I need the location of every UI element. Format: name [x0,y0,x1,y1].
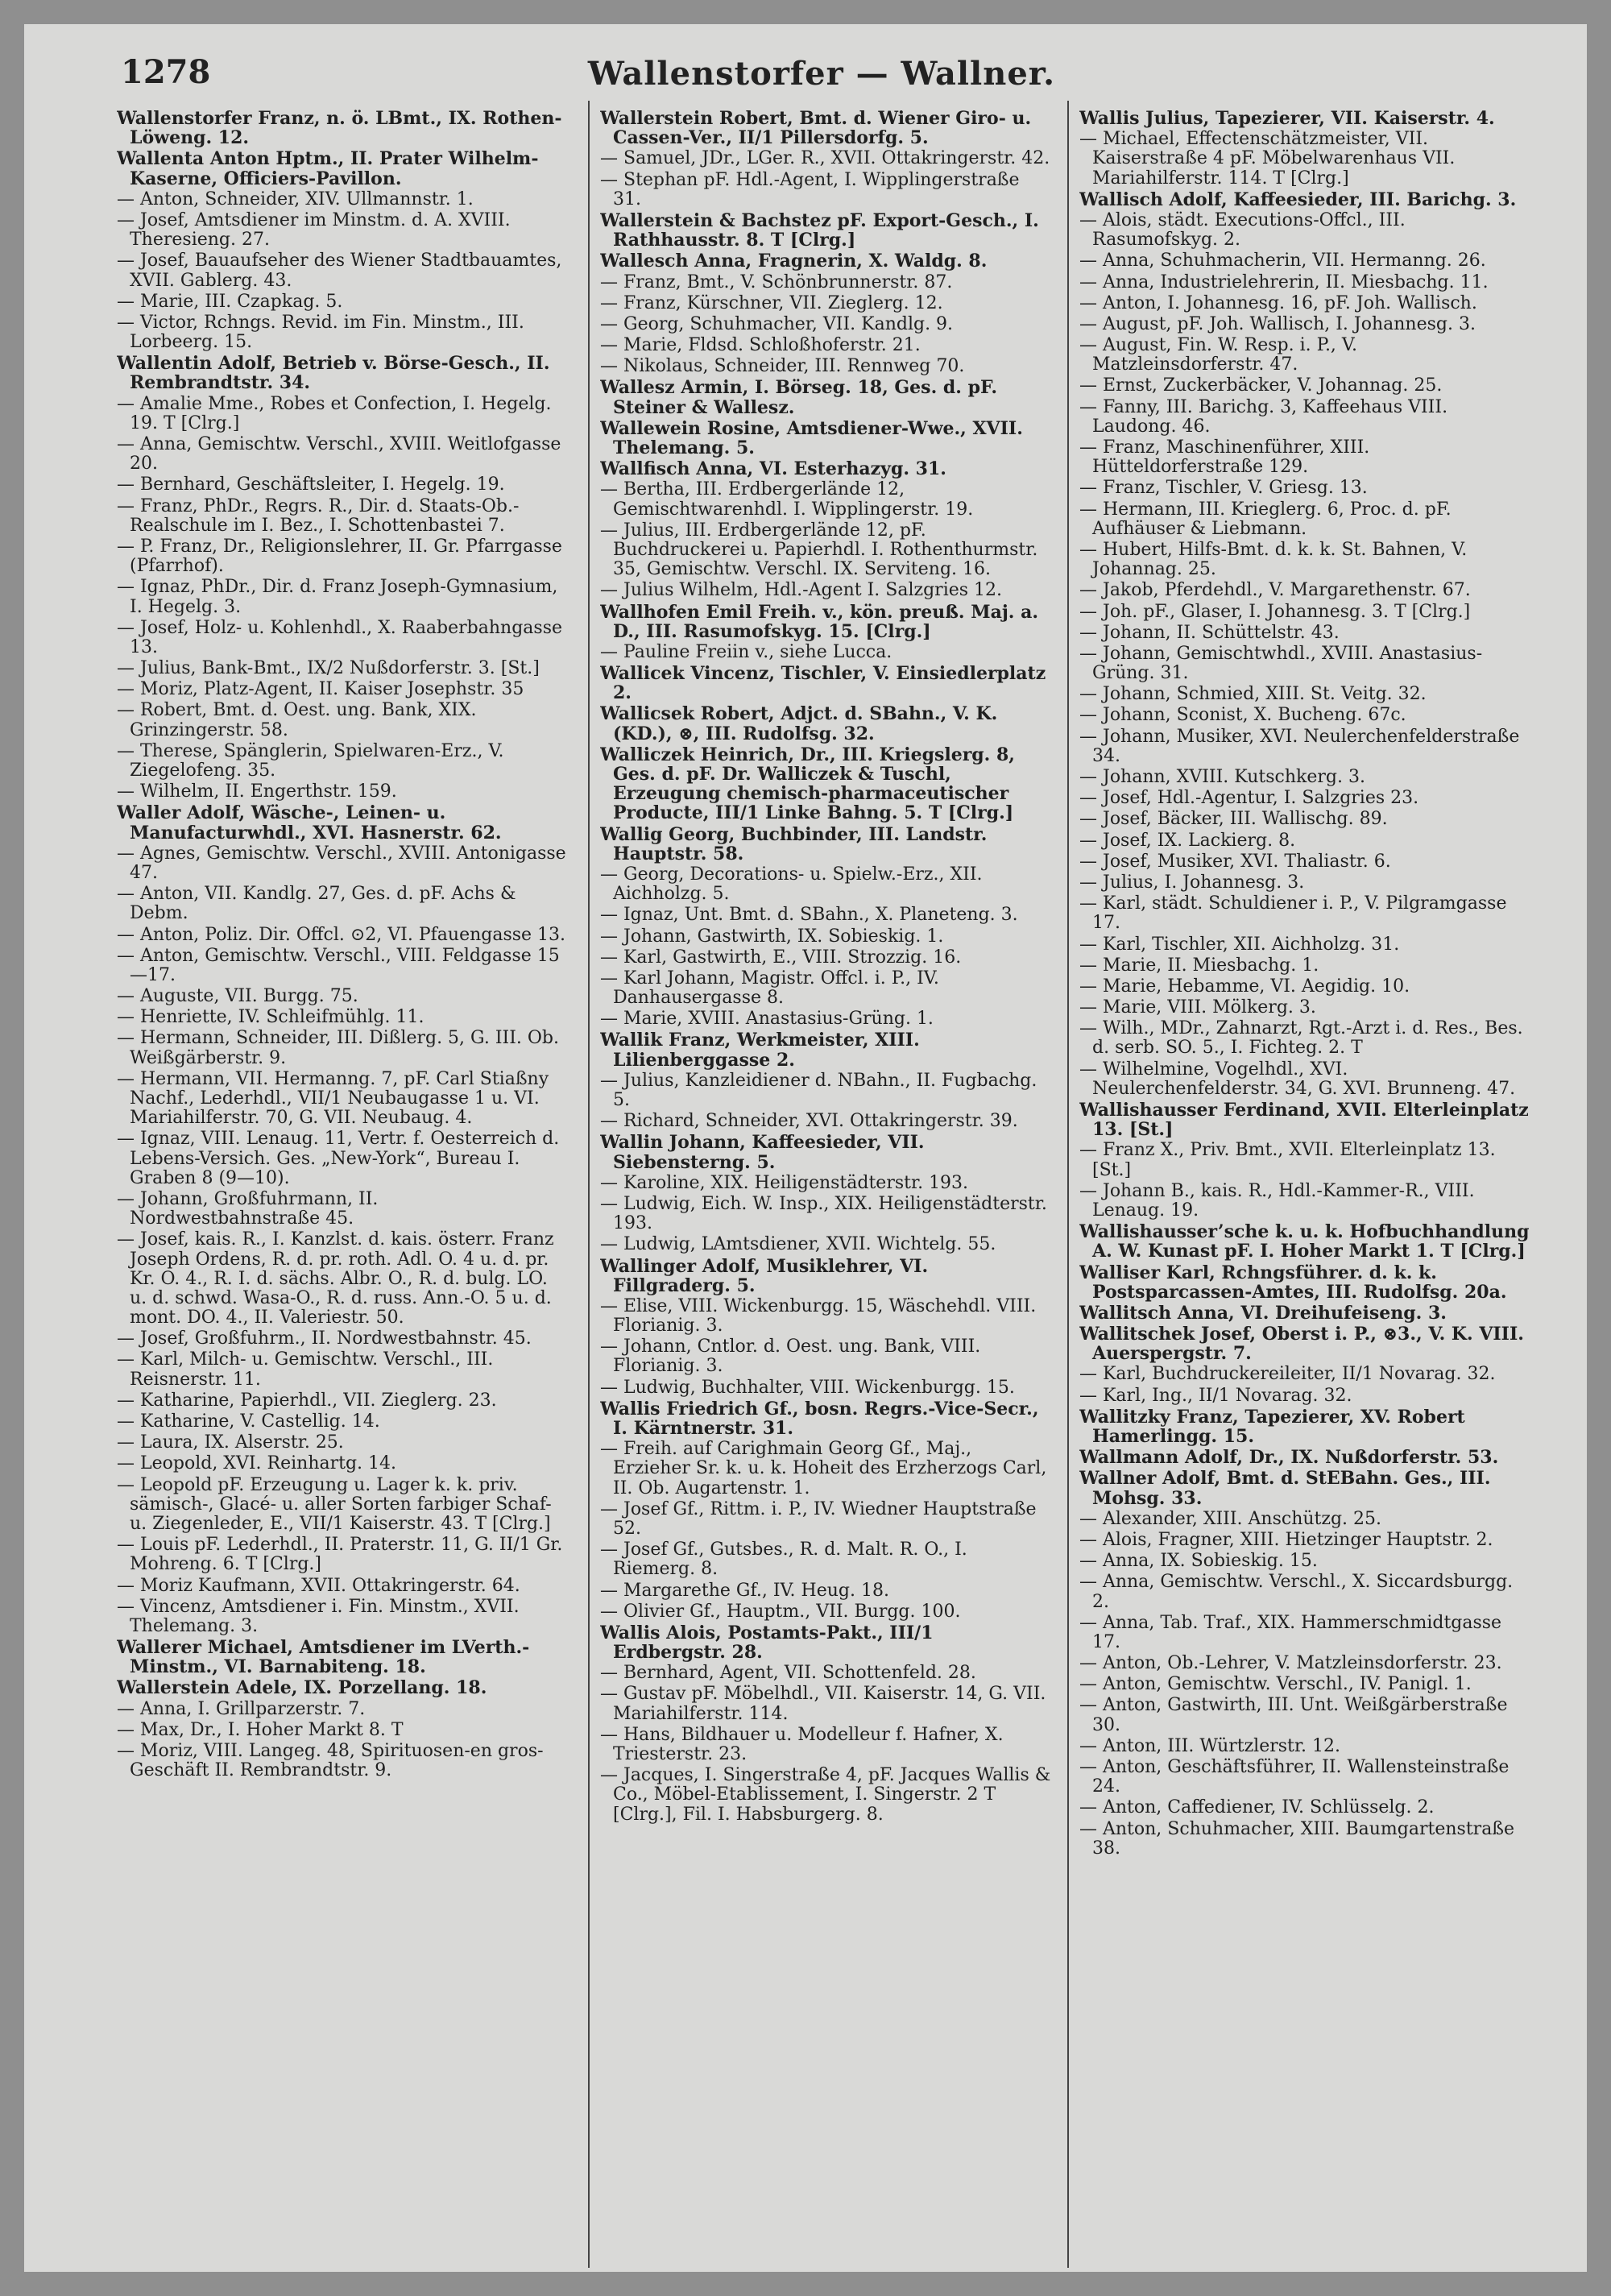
directory-entry: — Jacques, I. Singerstraße 4, pF. Jacques Wallis & Co., Möbel-Etablissement, I. Singerstr. 2 T [Clrg.], Fil. I. Habsburgerg. 8. [600,1765,1051,1825]
directory-entry: Wallesch Anna, Fragnerin, X. Waldg. 8. [600,251,988,272]
directory-entry: — Hubert, Hilfs-Bmt. d. k. k. St. Bahnen, V. Johannag. 25. [1079,539,1468,580]
directory-entry: — Wilhelmine, Vogelhdl., XVI. Neulerchenfelderstr. 34, G. XVI. Brunneng. 47. [1079,1059,1516,1099]
directory-entry: Wallis Julius, Tapezierer, VII. Kaiserstr. 4. [1079,109,1495,129]
directory-entry: — Stephan pF. Hdl.-Agent, I. Wipplingerstraße 31. [600,169,1020,209]
column-rule [588,101,590,2268]
directory-entry: — Wilhelm, II. Engerthstr. 159. [117,781,397,802]
directory-entry: — Ludwig, Eich. W. Insp., XIX. Heiligenstädterstr. 193. [600,1193,1047,1234]
directory-entry: Wallik Franz, Werkmeister, XIII. Lilienberggasse 2. [600,1030,920,1071]
directory-entry: — Josef, Hdl.-Agentur, I. Salzgries 23. [1079,788,1419,809]
directory-entry: — Moriz, Platz-Agent, II. Kaiser Josephstr. 35 [117,679,524,700]
directory-entry: — Elise, VIII. Wickenburgg. 15, Wäschehdl. VIII. Florianig. 3. [600,1295,1037,1337]
directory-entry: — Johann, XVIII. Kutschkerg. 3. [1079,767,1365,787]
directory-entry: — Victor, Rchngs. Revid. im Fin. Minstm., III. Lorbeerg. 15. [117,312,524,353]
directory-entry: — Alois, Fragner, XIII. Hietzinger Hauptstr. 2. [1079,1529,1493,1550]
directory-entry: Wallicsek Robert, Adjct. d. SBahn., V. K. (KD.), ⊗, III. Rudolfsg. 32. [600,703,998,744]
directory-entry: — Josef, IX. Lackierg. 8. [1079,830,1296,851]
directory-entry: — Max, Dr., I. Hoher Markt 8. T [117,1719,404,1740]
directory-entry: Wallicek Vincenz, Tischler, V. Einsiedlerplatz 2. [600,663,1046,704]
directory-column-2 [600,109,1051,2268]
page-header [89,39,1555,119]
directory-entry: Wallmann Adolf, Dr., IX. Nußdorferstr. 53. [1079,1447,1499,1469]
directory-entry: Wallin Johann, Kaffeesieder, VII. Siebensterng. 5. [600,1132,925,1173]
directory-entry: Wallisch Adolf, Kaffeesieder, III. Barichg. 3. [1079,189,1517,210]
directory-entry: — Karl, Tischler, XII. Aichholzg. 31. [1079,934,1400,955]
directory-entry: — Karl Johann, Magistr. Offcl. i. P., IV. Danhausergasse 8. [600,968,939,1009]
directory-entry: — Julius, III. Erdbergerlände 12, pF. Buchdruckerei u. Papierhdl. I. Rothenthurmstr. 35, Gemischtw. Verschl. IX. Serviteng. 16. [600,520,1038,580]
directory-entry: — Marie, II. Miesbachg. 1. [1079,955,1319,976]
directory-entry: — Anton, Gastwirth, III. Unt. Weißgärberstraße 30. [1079,1695,1508,1735]
directory-entry: — Margarethe Gf., IV. Heug. 18. [600,1580,889,1601]
directory-entry: Wallesz Armin, I. Börseg. 18, Ges. d. pF. Steiner & Wallesz. [600,377,998,418]
directory-entry: — Josef, kais. R., I. Kanzlst. d. kais. österr. Franz Joseph Ordens, R. d. pr. roth. Adl. O. 4 u. d. pr. Kr. O. 4., R. I. d. sächs. Albr. O., R. d. bulg. LO. u. d. schwd. Wasa-O., R. d. russ. Ann.-O. 5 u. d. mont. DO. 4., II. Valeriestr. 50. [117,1229,554,1328]
directory-entry: Walliczek Heinrich, Dr., III. Kriegslerg. 8, Ges. d. pF. Dr. Walliczek & Tuschl, Erzeugung chemisch-pharmaceutischer Producte, III/1 Linke Bahng. 5. T [Clrg.] [600,744,1015,824]
directory-entry: — Henriette, IV. Schleifmühlg. 11. [117,1007,424,1028]
directory-entry: — Nikolaus, Schneider, III. Rennweg 70. [600,356,965,377]
directory-entry: — Auguste, VII. Burgg. 75. [117,986,358,1007]
directory-entry: — August, Fin. W. Resp. i. P., V. Matzleinsdorferstr. 47. [1079,335,1357,375]
directory-entry: — Julius, Kanzleidiener d. NBahn., II. Fugbachg. 5. [600,1070,1037,1110]
directory-entry: — Gustav pF. Möbelhdl., VII. Kaiserstr. 14, G. VII. Mariahilferstr. 114. [600,1684,1046,1724]
directory-entry: — Hermann, VII. Hermanng. 7, pF. Carl Stiaßny Nachf., Lederhdl., VII/1 Neubaugasse 1 u. VI. Mariahilferstr. 70, G. VII. Neubaug. 4. [117,1068,549,1129]
directory-entry: — Julius, I. Johannesg. 3. [1079,872,1305,893]
directory-entry: — Alois, städt. Executions-Offcl., III. Rasumofskyg. 2. [1079,209,1406,251]
directory-entry: — Marie, VIII. Mölkerg. 3. [1079,997,1316,1018]
directory-entry: — Moriz Kaufmann, XVII. Ottakringerstr. 64. [117,1575,520,1596]
directory-entry: — Bertha, III. Erdbergerlände 12, Gemischtwarenhdl. I. Wipplingerstr. 19. [600,479,974,520]
directory-entry: — Anna, Schuhmacherin, VII. Hermanng. 26. [1079,251,1486,271]
directory-entry: — Leopold pF. Erzeugung u. Lager k. k. priv. sämisch-, Glacé- u. aller Sorten farbiger Schaf- u. Ziegenleder, E., VII/1 Kaiserstr. 43. T [Clrg.] [117,1474,552,1534]
directory-entry: — Anton, Gemischtw. Verschl., IV. Panigl. 1. [1079,1674,1472,1695]
directory-entry: Wallerstein & Bachstez pF. Export-Gesch., I. Rathhausstr. 8. T [Clrg.] [600,209,1039,251]
directory-entry: — Johann, Cntlor. d. Oest. ung. Bank, VIII. Florianig. 3. [600,1337,981,1377]
directory-entry: Wallner Adolf, Bmt. d. StEBahn. Ges., III. Mohsg. 33. [1079,1468,1491,1509]
directory-entry: — Alexander, XIII. Anschützg. 25. [1079,1508,1382,1529]
directory-entry: Wallis Friedrich Gf., bosn. Regrs.-Vice-Secr., I. Kärntnerstr. 31. [600,1398,1039,1439]
directory-entry: — Robert, Bmt. d. Oest. ung. Bank, XIX. Grinzingerstr. 58. [117,700,477,740]
directory-entry: Wallentin Adolf, Betrieb v. Börse-Gesch., II. Rembrandtstr. 34. [117,353,550,394]
directory-page [24,24,1587,2272]
directory-entry: — Therese, Spänglerin, Spielwaren-Erz., V. Ziegelofeng. 35. [117,740,504,781]
directory-entry: — Hermann, Schneider, III. Dißlerg. 5, G. III. Ob. Weißgärberstr. 9. [117,1028,559,1068]
directory-entry: — Julius Wilhelm, Hdl.-Agent I. Salzgries 12. [600,580,1003,601]
directory-entry: — Franz, PhDr., Regrs. R., Dir. d. Staats-Ob.-Realschule im I. Bez., I. Schottenbastei 7. [117,495,520,536]
directory-entry: — Samuel, JDr., LGer. R., XVII. Ottakringerstr. 42. [600,148,1050,169]
directory-entry: — Fanny, III. Barichg. 3, Kaffeehaus VIII. Laudong. 46. [1079,396,1448,437]
directory-entry: — Anton, III. Würtzlerstr. 12. [1079,1735,1340,1756]
directory-entry: Wallerstein Adele, IX. Porzellang. 18. [117,1677,487,1699]
directory-entry: — Julius, Bank-Bmt., IX/2 Nußdorferstr. 3. [St.] [117,658,540,679]
directory-entry: — Anna, Industrielehrerin, II. Miesbachg. 11. [1079,271,1489,292]
directory-entry: — Katharine, Papierhdl., VII. Zieglerg. 23. [117,1390,497,1411]
directory-entry: — August, pF. Joh. Wallisch, I. Johannesg. 3. [1079,313,1476,334]
directory-entry: — Karl, Buchdruckereileiter, II/1 Novarag. 32. [1079,1364,1496,1385]
directory-entry: — P. Franz, Dr., Religionslehrer, II. Gr. Pfarrgasse (Pfarrhof). [117,536,562,577]
directory-entry: — Anna, Gemischtw. Verschl., XVIII. Weitlofgasse 20. [117,434,561,475]
directory-entry: — Karl, städt. Schuldiener i. P., V. Pilgramgasse 17. [1079,893,1507,934]
directory-entry: — Michael, Effectenschätzmeister, VII. Kaiserstraße 4 pF. Möbelwarenhaus VII. Mariahilferstr. 114. T [Clrg.] [1079,129,1456,189]
directory-column-3 [1079,109,1530,2268]
directory-entry: — Moriz, VIII. Langeg. 48, Spirituosen-en gros-Geschäft II. Rembrandtstr. 9. [117,1741,544,1781]
directory-entry: — Anna, I. Grillparzerstr. 7. [117,1698,366,1719]
directory-entry: — Joh. pF., Glaser, I. Johannesg. 3. T [Clrg.] [1079,601,1471,622]
directory-entry: — Marie, III. Czapkag. 5. [117,291,343,312]
directory-entry: — Josef Gf., Gutsbes., R. d. Malt. R. O., I. Riemerg. 8. [600,1540,967,1580]
directory-entry: — Josef Gf., Rittm. i. P., IV. Wiedner Hauptstraße 52. [600,1498,1037,1539]
directory-entry: — Franz, Bmt., V. Schönbrunnerstr. 87. [600,271,953,292]
directory-entry: — Josef, Holz- u. Kohlenhdl., X. Raaberbahngasse 13. [117,617,563,657]
directory-entry: — Laura, IX. Alserstr. 25. [117,1432,344,1453]
directory-entry: Wallewein Rosine, Amtsdiener-Wwe., XVII. Thelemang. 5. [600,417,1023,458]
directory-entry: Wallitschek Josef, Oberst i. P., ⊗3., V. K. VIII. Auerspergstr. 7. [1079,1324,1524,1365]
directory-entry: Wallerstein Robert, Bmt. d. Wiener Giro- u. Cassen-Ver., II/1 Pillersdorfg. 5. [600,109,1032,149]
directory-entry: — Anna, Gemischtw. Verschl., X. Siccardsburgg. 2. [1079,1572,1514,1612]
directory-entry: — Agnes, Gemischtw. Verschl., XVIII. Antonigasse 47. [117,843,566,883]
directory-entry: — Anton, I. Johannesg. 16, pF. Joh. Wallisch. [1079,292,1477,313]
directory-entry: — Josef, Bauaufseher des Wiener Stadtbauamtes, XVII. Gablerg. 43. [117,251,562,291]
directory-entry: Wallinger Adolf, Musiklehrer, VI. Fillgraderg. 5. [600,1255,929,1296]
directory-entry: — Franz X., Priv. Bmt., XVII. Elterleinplatz 13. [St.] [1079,1140,1496,1180]
directory-entry: Waller Adolf, Wäsche-, Leinen- u. Manufacturwhdl., XVI. Hasnerstr. 62. [117,802,502,843]
directory-entry: — Pauline Freiin v., siehe Lucca. [600,641,892,662]
directory-entry: — Karl, Gastwirth, E., VIII. Strozzig. 16. [600,947,962,968]
directory-entry: — Louis pF. Lederhdl., II. Praterstr. 11, G. II/1 Gr. Mohreng. 6. T [Clrg.] [117,1535,563,1575]
directory-entry: Wallhofen Emil Freih. v., kön. preuß. Maj. a. D., III. Rasumofskyg. 15. [Clrg.] [600,601,1039,642]
directory-entry: — Johann, Sconist, X. Bucheng. 67c. [1079,705,1406,726]
directory-entry: Wallfisch Anna, VI. Esterhazyg. 31. [600,458,946,480]
directory-entry: — Josef, Großfuhrm., II. Nordwestbahnstr. 45. [117,1328,532,1349]
directory-column-1 [117,109,568,2268]
directory-entry: — Ignaz, Unt. Bmt. d. SBahn., X. Planeteng. 3. [600,905,1018,926]
directory-entry: — Johann, Großfuhrmann, II. Nordwestbahnstraße 45. [117,1188,379,1229]
directory-entry: Wallitsch Anna, VI. Dreihufeiseng. 3. [1079,1302,1447,1324]
directory-entry: — Johann, Gemischtwhdl., XVIII. Anastasius-Grüng. 31. [1079,643,1483,684]
directory-entry: — Anton, Ob.-Lehrer, V. Matzleinsdorferstr. 23. [1079,1653,1502,1674]
directory-entry: — Anton, Geschäftsführer, II. Wallensteinstraße 24. [1079,1757,1510,1797]
directory-entry: — Marie, Hebamme, VI. Aegidig. 10. [1079,976,1410,997]
directory-entry: — Josef, Musiker, XVI. Thaliastr. 6. [1079,851,1391,872]
directory-entry: — Franz, Kürschner, VII. Zieglerg. 12. [600,292,943,313]
directory-entry: — Johann, Musiker, XVI. Neulerchenfelderstraße 34. [1079,726,1520,766]
directory-entry: — Marie, Fldsd. Schloßhoferstr. 21. [600,335,921,356]
directory-entry: — Johann, Schmied, XIII. St. Veitg. 32. [1079,684,1427,705]
directory-entry: — Anton, Schneider, XIV. Ullmannstr. 1. [117,189,474,209]
directory-entry: — Franz, Tischler, V. Griesg. 13. [1079,478,1368,499]
directory-entry: Wallishausser Ferdinand, XVII. Elterleinplatz 13. [St.] [1079,1100,1529,1141]
directory-entry: Wallenta Anton Hptm., II. Prater Wilhelm-Kaserne, Officiers-Pavillon. [117,148,539,189]
directory-entry: — Karoline, XIX. Heiligenstädterstr. 193. [600,1172,969,1193]
directory-entry: Wallerer Michael, Amtsdiener im LVerth.-Minstm., VI. Barnabiteng. 18. [117,1637,530,1678]
directory-entry: — Amalie Mme., Robes et Confection, I. Hegelg. 19. T [Clrg.] [117,393,552,433]
directory-entry: — Hermann, III. Krieglerg. 6, Proc. d. pF. Aufhäuser & Liebmann. [1079,499,1452,539]
directory-entry: — Anton, Poliz. Dir. Offcl. ⊙2, VI. Pfauengasse 13. [117,924,566,945]
directory-entry: — Anton, Caffediener, IV. Schlüsselg. 2. [1079,1797,1435,1818]
running-head: Wallenstorfer — Wallner. [587,55,1056,93]
directory-entry: Wallishausser’sche k. u. k. Hofbuchhandlung A. W. Kunast pF. I. Hoher Markt 1. T [Clrg.] [1079,1221,1530,1262]
directory-entry: — Anton, Schuhmacher, XIII. Baumgartenstraße 38. [1079,1818,1515,1859]
page-number: 1278 [121,53,211,91]
directory-entry: — Vincenz, Amtsdiener i. Fin. Minstm., XVII. Thelemang. 3. [117,1596,520,1636]
directory-entry: — Josef, Bäcker, III. Wallischg. 89. [1079,809,1388,830]
directory-entry: Wallitzky Franz, Tapezierer, XV. Robert Hamerlingg. 15. [1079,1406,1465,1447]
directory-entry: — Johann B., kais. R., Hdl.-Kammer-R., VIII. Lenaug. 19. [1079,1180,1475,1221]
directory-entry: — Wilh., MDr., Zahnarzt, Rgt.-Arzt i. d. Res., Bes. d. serb. SO. 5., I. Fichteg. 2. T [1079,1018,1523,1059]
directory-entry: Wallenstorfer Franz, n. ö. LBmt., IX. Rothen-Löweng. 12. [117,109,562,149]
column-rule [1067,101,1069,2268]
directory-entry: — Anna, Tab. Traf., XIX. Hammerschmidtgasse 17. [1079,1612,1502,1652]
directory-entry: — Johann, II. Schüttelstr. 43. [1079,622,1340,643]
directory-entry: — Katharine, V. Castellig. 14. [117,1411,380,1432]
directory-entry: — Marie, XVIII. Anastasius-Grüng. 1. [600,1009,934,1030]
directory-entry: — Georg, Schuhmacher, VII. Kandlg. 9. [600,313,954,334]
directory-entry: — Bernhard, Geschäftsleiter, I. Hegelg. 19. [117,475,505,495]
directory-entry: — Georg, Decorations- u. Spielw.-Erz., XII. Aichholzg. 5. [600,864,983,905]
directory-entry: — Ludwig, LAmtsdiener, XVII. Wichtelg. 55. [600,1234,996,1255]
directory-entry: — Ignaz, PhDr., Dir. d. Franz Joseph-Gymnasium, I. Hegelg. 3. [117,577,558,617]
directory-entry: Wallis Alois, Postamts-Pakt., III/1 Erdbergstr. 28. [600,1622,934,1664]
directory-entry: Walliser Karl, Rchngsführer. d. k. k. Postsparcassen-Amtes, III. Rudolfsg. 20a. [1079,1262,1507,1303]
directory-entry: — Josef, Amtsdiener im Minstm. d. A. XVIII. Theresieng. 27. [117,209,511,251]
directory-entry: — Ernst, Zuckerbäcker, V. Johannag. 25. [1079,375,1443,396]
directory-entry: — Karl, Milch- u. Gemischtw. Verschl., III. Reisnerstr. 11. [117,1349,494,1390]
directory-entry: — Richard, Schneider, XVI. Ottakringerstr. 39. [600,1111,1018,1132]
directory-entry: — Hans, Bildhauer u. Modelleur f. Hafner, X. Triesterstr. 23. [600,1724,1004,1764]
directory-entry: — Johann, Gastwirth, IX. Sobieskig. 1. [600,926,944,947]
directory-entry: — Olivier Gf., Hauptm., VII. Burgg. 100. [600,1601,961,1622]
directory-entry: — Anton, Gemischtw. Verschl., VIII. Feldgasse 15—17. [117,945,560,985]
directory-entry: — Freih. auf Carighmain Georg Gf., Maj., Erzieher Sr. k. u. k. Hoheit des Erzherzogs Carl, II. Ob. Augartenstr. 1. [600,1439,1047,1498]
directory-entry: — Anna, IX. Sobieskig. 15. [1079,1551,1318,1572]
directory-entry: — Bernhard, Agent, VII. Schottenfeld. 28. [600,1663,976,1684]
directory-entry: — Anton, VII. Kandlg. 27, Ges. d. pF. Achs & Debm. [117,884,516,924]
directory-entry: — Ludwig, Buchhalter, VIII. Wickenburgg. 15. [600,1377,1015,1398]
directory-entry: — Ignaz, VIII. Lenaug. 11, Vertr. f. Oesterreich d. Lebens-Versich. Ges. „New-York“, Bureau I. Graben 8 (9—10). [117,1129,560,1188]
directory-entry: — Franz, Maschinenführer, XIII. Hütteldorferstraße 129. [1079,437,1370,478]
directory-entry: — Leopold, XVI. Reinhartg. 14. [117,1453,397,1474]
directory-entry: — Karl, Ing., II/1 Novarag. 32. [1079,1385,1352,1406]
directory-entry: — Jakob, Pferdehdl., V. Margarethenstr. 67. [1079,580,1471,601]
directory-entry: Wallig Georg, Buchbinder, III. Landstr. Hauptstr. 58. [600,823,988,864]
